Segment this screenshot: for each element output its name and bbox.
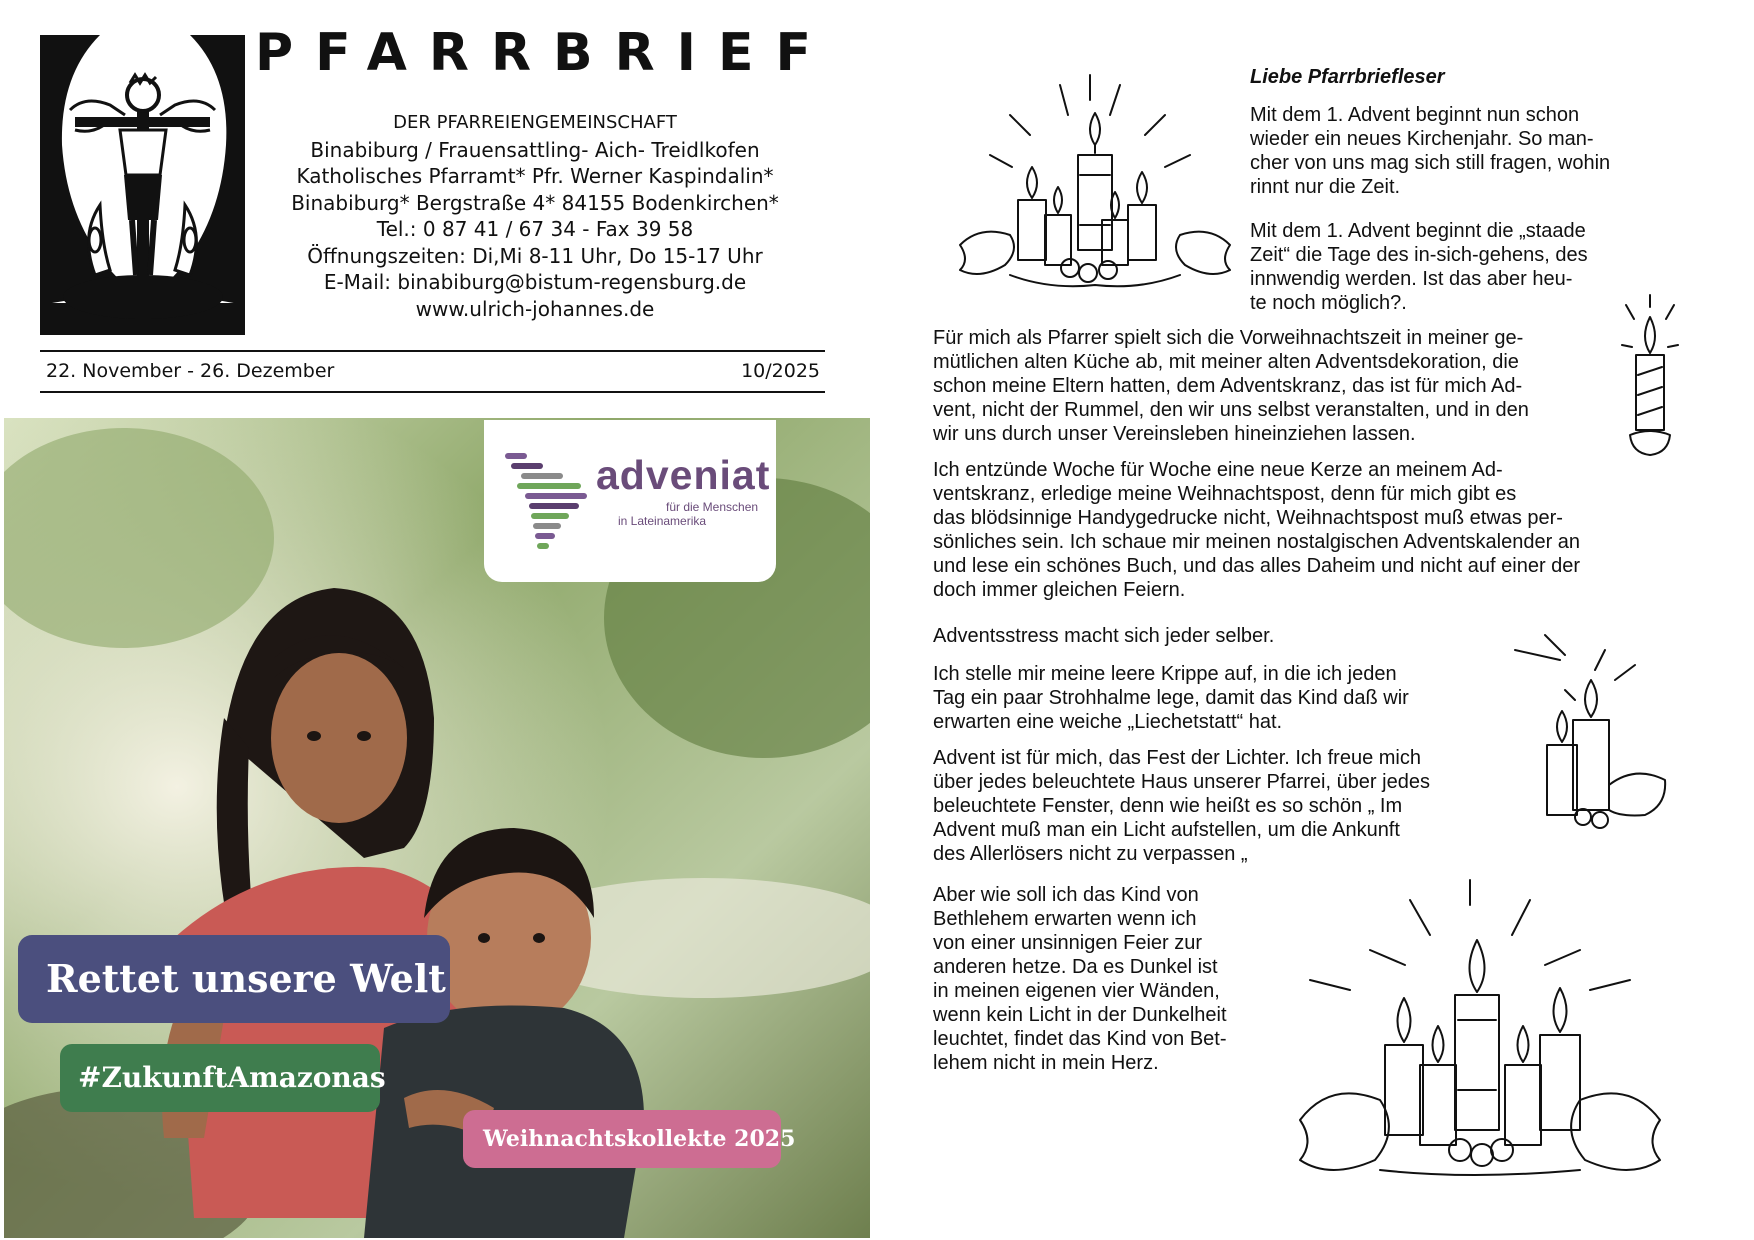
adveniat-tagline: für die Menschen (666, 500, 759, 514)
text-line: schon meine Eltern hatten, dem Adventskranz, das ist für mich Ad- (933, 375, 1523, 397)
text-line: wir uns durch unser Vereinsleben hineinziehen lassen. (933, 423, 1416, 445)
adveniat-tagline: in Lateinamerika (618, 514, 707, 528)
text-line: Aber wie soll ich das Kind von (933, 884, 1199, 906)
letter-paragraph-1 (1250, 103, 1610, 199)
text-line: te noch möglich?. (1250, 292, 1407, 314)
text-line: Mit dem 1. Advent beginnt nun schon (1250, 104, 1580, 126)
letter-paragraph-4 (933, 458, 1580, 602)
parish-logo-crucifix (40, 35, 245, 335)
text-line: lehem nicht in mein Herz. (933, 1052, 1159, 1074)
letter-paragraph-7 (933, 746, 1430, 866)
text-line: vent, nicht der Rummel, den wir uns selbst veranstalten, und in den (933, 399, 1529, 421)
letter-paragraph-8 (933, 883, 1227, 1075)
text-line: des Allerlösers nicht zu verpassen „ (933, 843, 1248, 865)
parish-phone: Tel.: 0 87 41 / 67 34 - Fax 39 58 (376, 217, 694, 241)
text-line: Tag ein paar Strohhalme lege, damit das Kind daß wir (933, 687, 1409, 709)
parish-email: E-Mail: binabiburg@bistum-regensburg.de (323, 270, 747, 294)
parish-line: Binabiburg* Bergstraße 4* 84155 Bodenkirchen* (291, 190, 779, 215)
date-range: 22. November - 26. Dezember (46, 360, 335, 382)
text-line: Bethlehem erwarten wenn ich (933, 908, 1197, 930)
advent-wreath-illustration (950, 75, 1240, 290)
text-line: rinnt nur die Zeit. (1250, 176, 1401, 198)
text-line: wenn kein Licht in der Dunkelheit (933, 1004, 1227, 1026)
parish-line: DER PFARREIENGEMEINSCHAFT (393, 112, 677, 133)
header-rule-top (40, 350, 825, 352)
adveniat-wordmark: adveniat (596, 452, 771, 498)
text-line: über jedes beleuchtete Haus unserer Pfarrei, über jedes (933, 771, 1430, 793)
two-candles-illustration (1505, 635, 1675, 835)
parish-line: Katholisches Pfarramt* Pfr. Werner Kaspindalin* (296, 164, 774, 188)
poster-headline: Rettet unsere Welt (18, 935, 450, 1023)
text-line: Für mich als Pfarrer spielt sich die Vorweihnachtszeit in meiner ge- (933, 327, 1524, 349)
text-line: von einer unsinnigen Feier zur (933, 932, 1203, 954)
issue-number: 10/2025 (741, 360, 820, 382)
letter-paragraph-2 (1250, 219, 1588, 315)
text-line: Ich stelle mir meine leere Krippe auf, in die ich jeden (933, 663, 1397, 685)
text-line: das blödsinnige Handygedrucke nicht, Weihnachtspost muß etwas per- (933, 507, 1563, 529)
text-line: Ich entzünde Woche für Woche eine neue Kerze an meinem Ad- (933, 459, 1503, 481)
newsletter-title: PFARRBRIEF (255, 23, 834, 83)
text-line: erwarten eine weiche „Liechetstatt“ hat. (933, 711, 1283, 733)
text-line: wieder ein neues Kirchenjahr. So man- (1250, 128, 1594, 150)
parish-website: www.ulrich-johannes.de (415, 296, 655, 321)
single-candle-illustration (1620, 295, 1680, 465)
text-line: Advent muß man ein Licht aufstellen, um die Ankunft (933, 819, 1400, 841)
text-line: mütlichen alten Küche ab, mit meiner alten Adventsdekoration, die (933, 351, 1519, 373)
text-line: Advent ist für mich, das Fest der Lichter. Ich freue mich (933, 747, 1421, 769)
poster-collection-label: Weihnachtskollekte 2025 (463, 1110, 781, 1168)
text-line: innwendig werden. Ist das aber heu- (1250, 268, 1573, 290)
text-line: leuchtet, findet das Kind von Bet- (933, 1028, 1227, 1050)
header-rule-bottom (40, 391, 825, 393)
text-line: Mit dem 1. Advent beginnt die „staade (1250, 220, 1586, 242)
text-line: und lese ein schönes Buch, und das alles Daheim und nicht auf einer der (933, 555, 1581, 577)
text-line: Adventsstress macht sich jeder selber. (933, 625, 1275, 647)
text-line: in meinen eigenen vier Wänden, (933, 980, 1220, 1002)
parish-hours: Öffnungszeiten: Di,Mi 8-11 Uhr, Do 15-17 Uhr (307, 243, 763, 268)
parish-address-block (255, 110, 815, 322)
text-line: Zeit“ die Tage des in-sich-gehens, des (1250, 244, 1588, 266)
letter-paragraph-3 (933, 326, 1529, 446)
letter-paragraph-5 (933, 624, 1274, 648)
latin-america-map-icon (500, 450, 590, 555)
text-line: beleuchtete Fenster, denn wie heißt es so schön „ Im (933, 795, 1403, 817)
letter-paragraph-6 (933, 662, 1409, 734)
text-line: doch immer gleichen Feiern. (933, 579, 1186, 601)
text-line: cher von uns mag sich still fragen, wohin (1250, 152, 1611, 174)
parish-line: Binabiburg / Frauensattling- Aich- Treidlkofen (310, 137, 760, 162)
poster-hashtag: #ZukunftAmazonas (60, 1044, 380, 1112)
text-line: sönliches sein. Ich schaue mir meinen nostalgischen Adventskalender an (933, 531, 1581, 553)
advent-wreath-large-illustration (1290, 880, 1670, 1180)
text-line: anderen hetze. Da es Dunkel ist (933, 956, 1218, 978)
letter-greeting: Liebe Pfarrbriefleser (1250, 66, 1445, 88)
text-line: ventskranz, erledige meine Weihnachtspost, denn für mich gibt es (933, 483, 1517, 505)
